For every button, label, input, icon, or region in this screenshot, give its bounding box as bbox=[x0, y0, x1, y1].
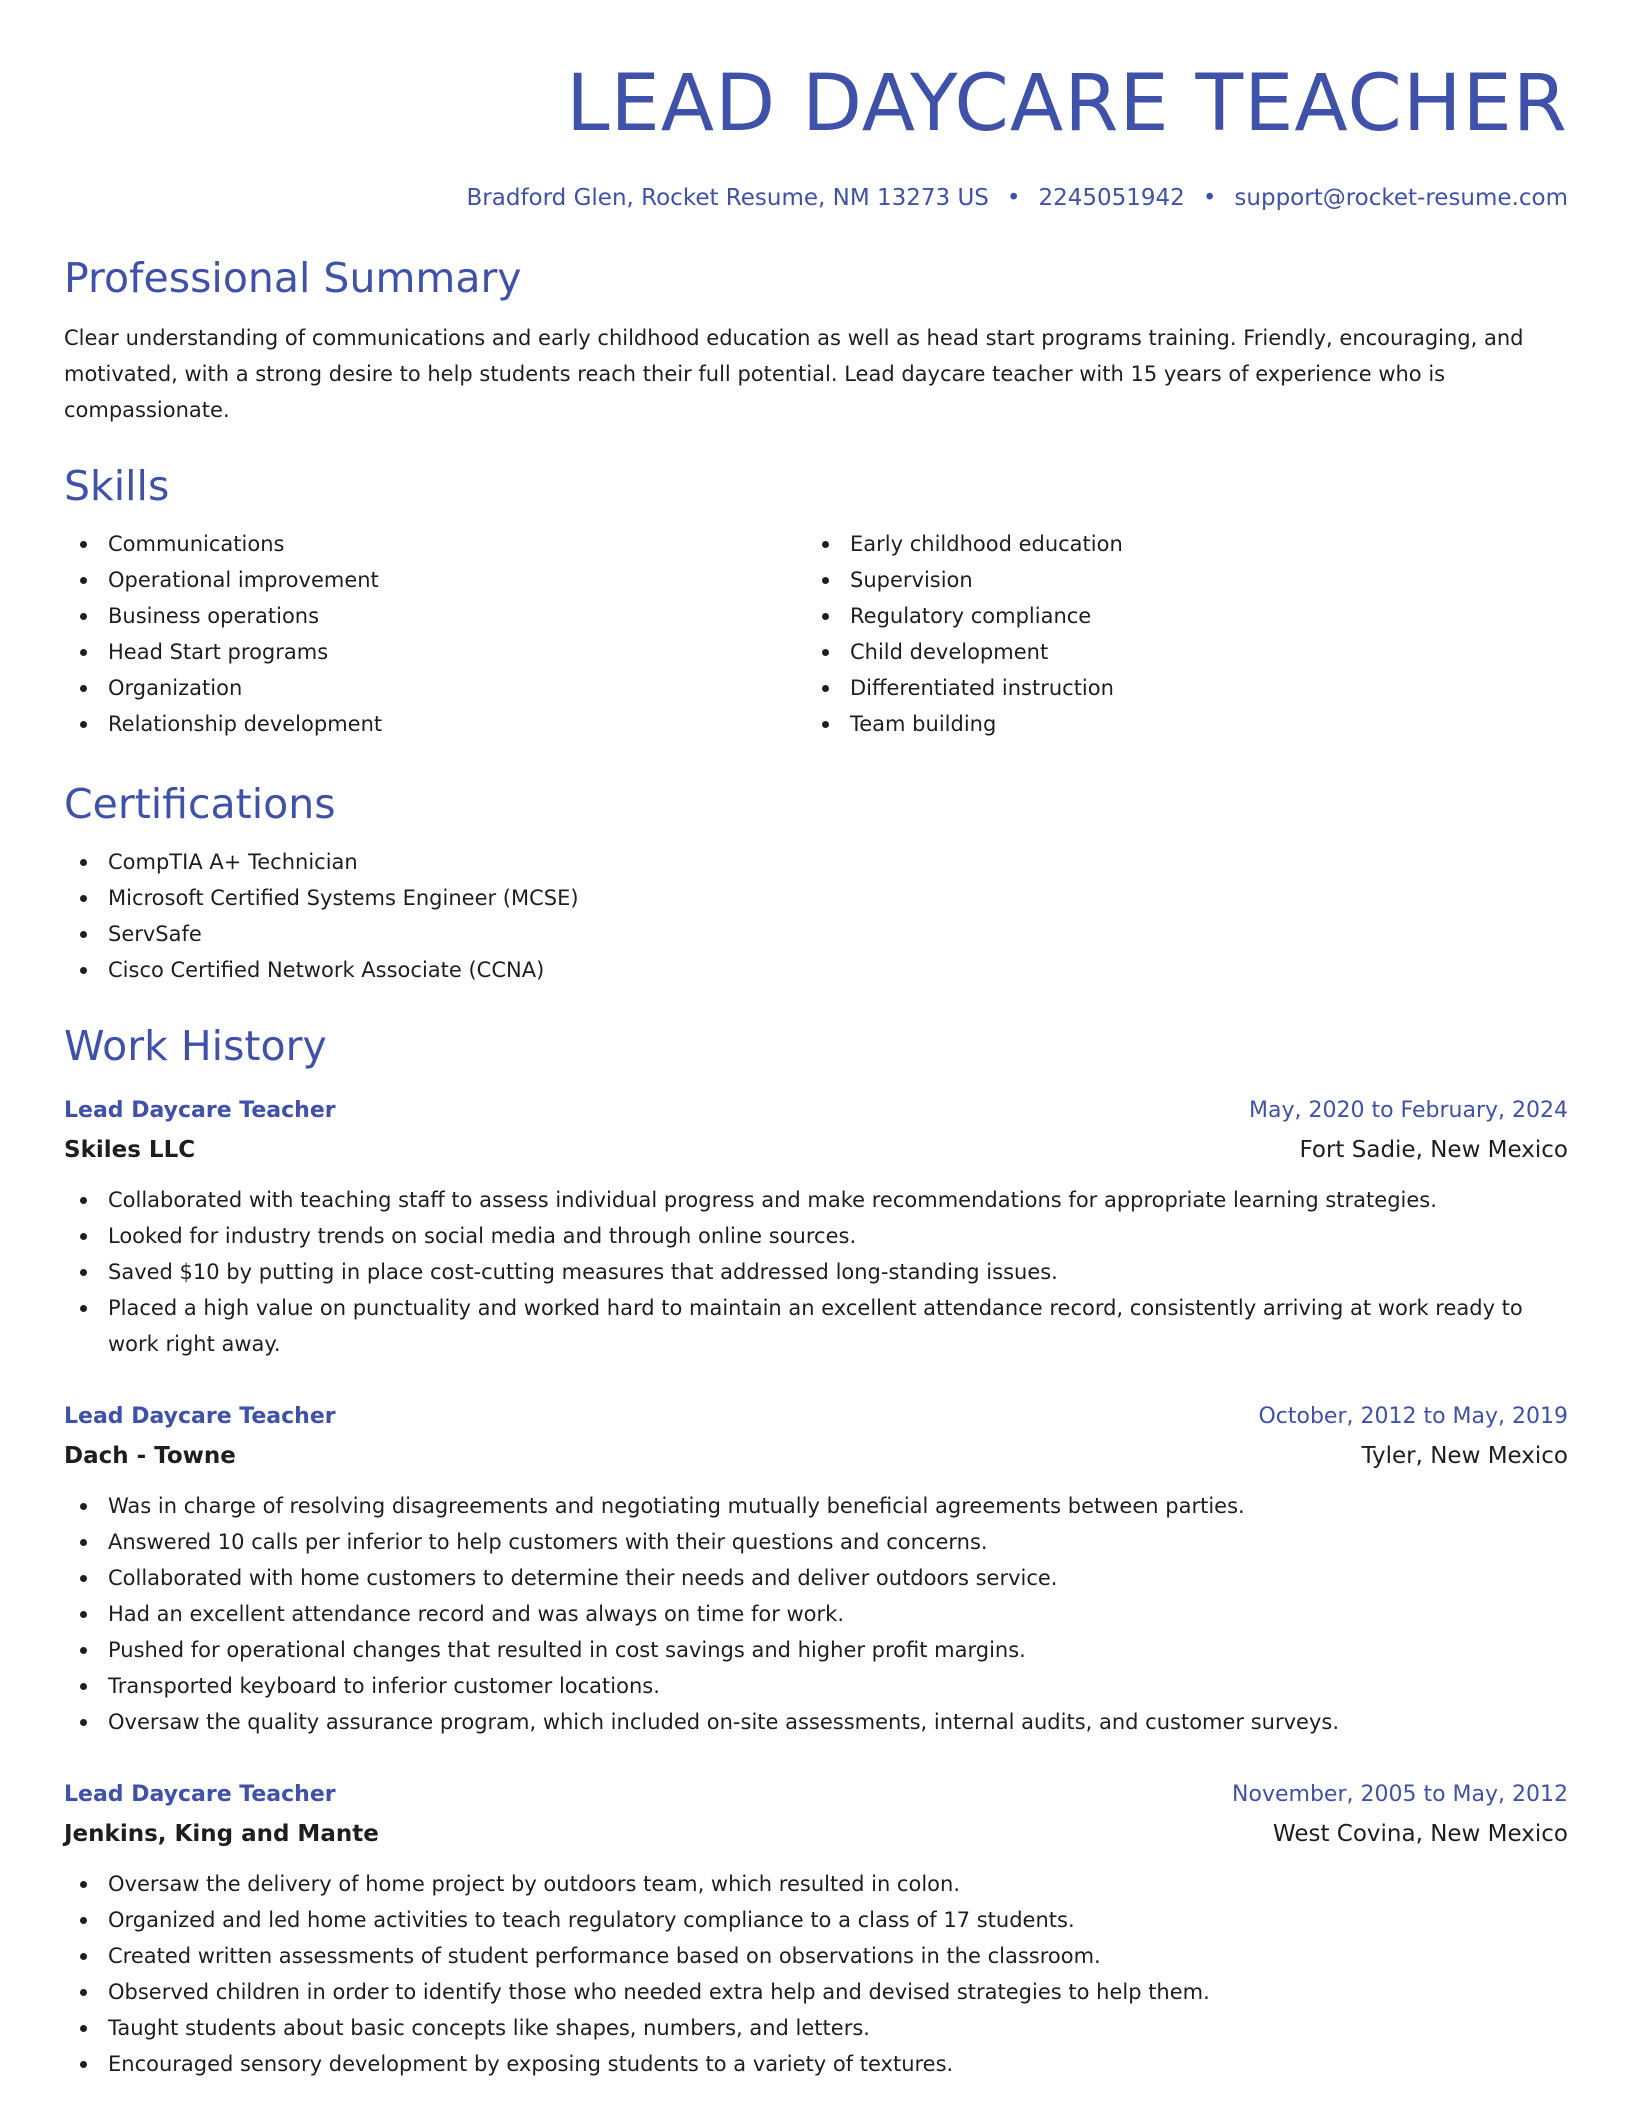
job-bullet: Transported keyboard to inferior customer locations. bbox=[64, 1668, 1568, 1704]
job-bullet: Created written assessments of student performance based on observations in the classroom. bbox=[64, 1938, 1568, 1974]
certification-item: Cisco Certified Network Associate (CCNA) bbox=[64, 952, 1568, 988]
skill-item: Business operations bbox=[64, 598, 806, 634]
job-bullet: Organized and led home activities to teach regulatory compliance to a class of 17 students. bbox=[64, 1902, 1568, 1938]
job-company: Jenkins, King and Mante bbox=[64, 1821, 379, 1847]
job-company: Skiles LLC bbox=[64, 1137, 196, 1163]
skill-item: Differentiated instruction bbox=[806, 670, 1548, 706]
job-bullet: Encouraged sensory development by exposing students to a variety of textures. bbox=[64, 2046, 1568, 2082]
job-dates: November, 2005 to May, 2012 bbox=[1232, 1782, 1568, 1807]
skill-item: Head Start programs bbox=[64, 634, 806, 670]
job-bullet: Collaborated with home customers to determine their needs and deliver outdoors service. bbox=[64, 1560, 1568, 1596]
job-title: Lead Daycare Teacher bbox=[64, 1404, 336, 1429]
job-bullet: Collaborated with teaching staff to assess individual progress and make recommendations for appropriate learning strategies. bbox=[64, 1182, 1568, 1218]
job-entry bbox=[64, 1398, 1568, 1740]
contact-email[interactable]: support@rocket-resume.com bbox=[1234, 185, 1568, 211]
job-bullet: Oversaw the delivery of home project by outdoors team, which resulted in colon. bbox=[64, 1866, 1568, 1902]
skill-item: Team building bbox=[806, 706, 1548, 742]
skills-list-left bbox=[64, 526, 806, 742]
skills-list-right bbox=[806, 526, 1548, 742]
resume-page bbox=[64, 0, 1568, 2082]
job-bullet: Was in charge of resolving disagreements and negotiating mutually beneficial agreements between parties. bbox=[64, 1488, 1568, 1524]
job-bullet: Observed children in order to identify those who needed extra help and devised strategies to help them. bbox=[64, 1974, 1568, 2010]
job-title: Lead Daycare Teacher bbox=[64, 1782, 336, 1807]
job-bullet: Oversaw the quality assurance program, which included on-site assessments, internal audits, and customer surveys. bbox=[64, 1704, 1568, 1740]
skill-item: Supervision bbox=[806, 562, 1548, 598]
job-title: Lead Daycare Teacher bbox=[64, 1098, 336, 1123]
skill-item: Communications bbox=[64, 526, 806, 562]
job-header-row bbox=[64, 1092, 1568, 1130]
skill-item: Operational improvement bbox=[64, 562, 806, 598]
job-bullet: Had an excellent attendance record and was always on time for work. bbox=[64, 1596, 1568, 1632]
job-dates: October, 2012 to May, 2019 bbox=[1258, 1404, 1568, 1429]
job-bullets bbox=[64, 1488, 1568, 1740]
certifications-heading: Certifications bbox=[64, 780, 336, 828]
job-bullet: Taught students about basic concepts like shapes, numbers, and letters. bbox=[64, 2010, 1568, 2046]
job-bullets bbox=[64, 1182, 1568, 1362]
job-location: West Covina, New Mexico bbox=[1272, 1821, 1568, 1847]
contact-address: Bradford Glen, Rocket Resume, NM 13273 US bbox=[466, 185, 989, 211]
skill-item: Regulatory compliance bbox=[806, 598, 1548, 634]
job-bullet: Looked for industry trends on social media and through online sources. bbox=[64, 1218, 1568, 1254]
job-entry bbox=[64, 1776, 1568, 2082]
skill-item: Early childhood education bbox=[806, 526, 1548, 562]
summary-text: Clear understanding of communications and early childhood education as well as head start programs training. Friendly, encouraging, and motivated, with a strong desire to help students reach their full potential. Lead daycare teacher with 15 years of experience who is compassionate. bbox=[64, 326, 1524, 422]
skills-heading: Skills bbox=[64, 462, 170, 510]
job-location: Fort Sadie, New Mexico bbox=[1299, 1137, 1568, 1163]
contact-phone: 2245051942 bbox=[1038, 185, 1185, 211]
certifications-list bbox=[64, 844, 1568, 988]
job-header-row bbox=[64, 1398, 1568, 1436]
job-company-row bbox=[64, 1814, 1568, 1854]
summary-heading: Professional Summary bbox=[64, 254, 522, 302]
job-company-row bbox=[64, 1436, 1568, 1476]
skill-item: Child development bbox=[806, 634, 1548, 670]
job-entry bbox=[64, 1092, 1568, 1362]
contact-line bbox=[64, 182, 1568, 214]
contact-separator: • bbox=[1006, 185, 1021, 211]
job-bullets bbox=[64, 1866, 1568, 2082]
job-company-row bbox=[64, 1130, 1568, 1170]
skills-columns bbox=[64, 526, 1568, 742]
job-dates: May, 2020 to February, 2024 bbox=[1249, 1098, 1568, 1123]
job-location: Tyler, New Mexico bbox=[1361, 1443, 1568, 1469]
job-company: Dach - Towne bbox=[64, 1443, 236, 1469]
work-history-heading: Work History bbox=[64, 1022, 327, 1070]
resume-name: LEAD DAYCARE TEACHER bbox=[566, 59, 1568, 149]
job-bullet: Answered 10 calls per inferior to help customers with their questions and concerns. bbox=[64, 1524, 1568, 1560]
skill-item: Organization bbox=[64, 670, 806, 706]
certification-item: Microsoft Certified Systems Engineer (MCSE) bbox=[64, 880, 1568, 916]
job-bullet: Placed a high value on punctuality and worked hard to maintain an excellent attendance record, consistently arriving at work ready to work right away. bbox=[64, 1290, 1568, 1362]
job-bullet: Pushed for operational changes that resulted in cost savings and higher profit margins. bbox=[64, 1632, 1568, 1668]
skill-item: Relationship development bbox=[64, 706, 806, 742]
job-bullet: Saved $10 by putting in place cost-cutting measures that addressed long-standing issues. bbox=[64, 1254, 1568, 1290]
contact-separator: • bbox=[1202, 185, 1217, 211]
certification-item: ServSafe bbox=[64, 916, 1568, 952]
certification-item: CompTIA A+ Technician bbox=[64, 844, 1568, 880]
job-header-row bbox=[64, 1776, 1568, 1814]
